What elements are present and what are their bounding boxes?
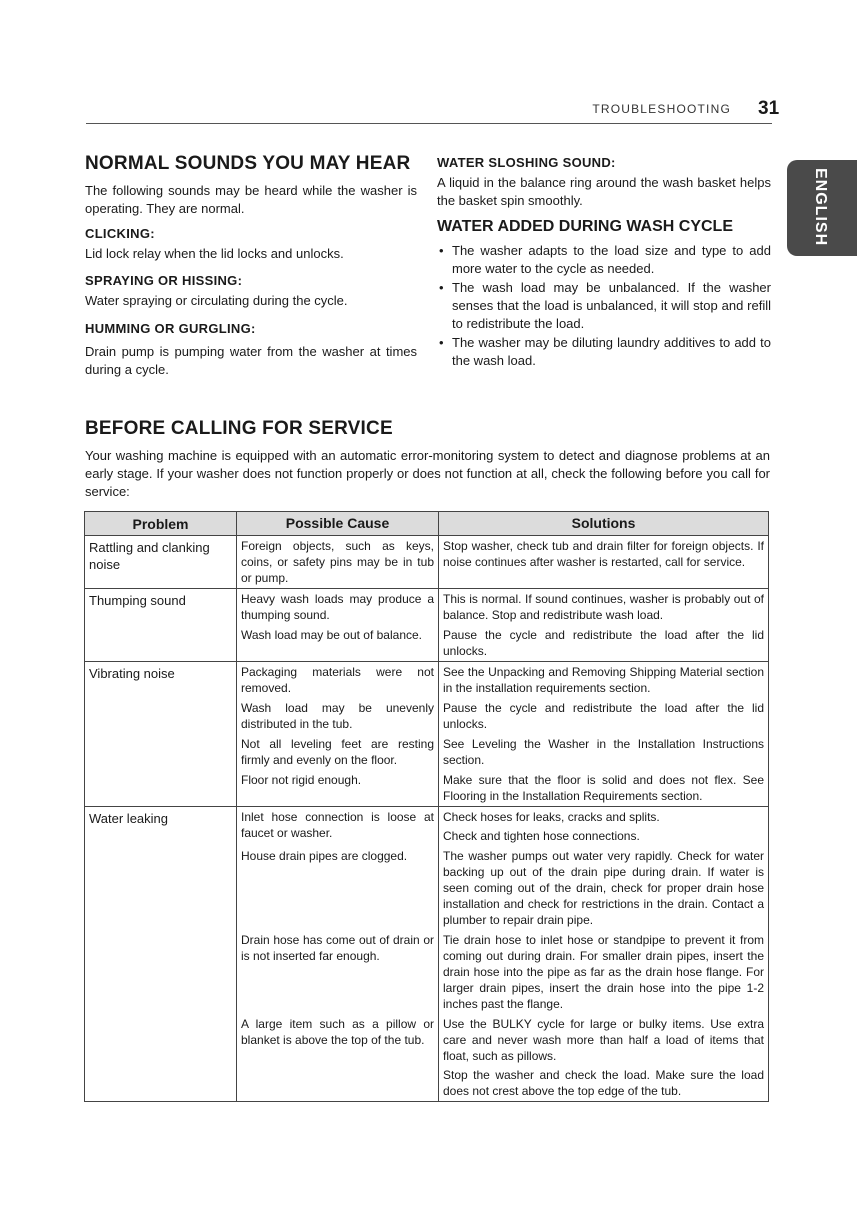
solution-cell: Stop the washer and check the load. Make sure the load does not crest above the top edge of the tub. xyxy=(443,1068,764,1098)
solution-cell: See Leveling the Washer in the Installation Instructions section. xyxy=(443,737,764,767)
table-row xyxy=(85,807,769,1102)
solution-cell: Make sure that the floor is solid and does not flex. See Flooring in the Installation Requirements section. xyxy=(443,773,764,803)
list-item: • The washer adapts to the load size and type to add more water to the cycle as needed. xyxy=(437,242,771,278)
language-tab-label: ENGLISH xyxy=(812,168,829,247)
cause-cell: A large item such as a pillow or blanket is above the top of the tub. xyxy=(237,1014,439,1101)
service-intro: Your washing machine is equipped with an automatic error-monitoring system to detect and diagnose problems at an early stage. If your washer does not function properly or does not function at all, check the following before you call for service: xyxy=(85,448,770,499)
spraying-text: Water spraying or circulating during the cycle. xyxy=(85,293,348,308)
service-title: BEFORE CALLING FOR SERVICE xyxy=(85,418,393,439)
cause-cell: Foreign objects, such as keys, coins, or safety pins may be in tub or pump. xyxy=(237,536,439,588)
humming-heading: HUMMING OR GURGLING: xyxy=(85,321,256,336)
cause-cell: Wash load may be unevenly distributed in the tub. xyxy=(237,698,439,734)
cause-cell: Packaging materials were not removed. xyxy=(237,662,439,698)
table-row xyxy=(85,536,769,589)
solution-cell: Use the BULKY cycle for large or bulky items. Use extra care and never wash more than half a load of items that float, such as pillows. xyxy=(443,1017,764,1063)
problem-cell: Rattling and clanking noise xyxy=(85,536,237,589)
language-tab xyxy=(787,160,857,256)
column-header-cause: Possible Cause xyxy=(237,512,439,535)
troubleshooting-table xyxy=(84,511,769,1102)
solution-cell: See the Unpacking and Removing Shipping Material section in the installation requirements section. xyxy=(443,665,764,695)
section-title: TROUBLESHOOTING xyxy=(592,102,731,116)
cause-cell: Floor not rigid enough. xyxy=(237,770,439,806)
cause-cell: Not all leveling feet are resting firmly and evenly on the floor. xyxy=(237,734,439,770)
header-rule xyxy=(86,123,772,124)
column-header-solutions: Solutions xyxy=(571,515,636,531)
normal-sounds-intro: The following sounds may be heard while the washer is operating. They are normal. xyxy=(85,183,417,216)
problem-cell: Thumping sound xyxy=(85,589,237,662)
column-header-problem: Problem xyxy=(85,512,237,536)
cause-cell: Drain hose has come out of drain or is not inserted far enough. xyxy=(237,930,439,1014)
solution-cell: Tie drain hose to inlet hose or standpipe to prevent it from coming out during drain. For smaller drain pipes, insert the drain hose into the pipe as far as the drain hose flange. For larger drain pipes, insert the drain hose into the pipe 1-2 inches past the flange. xyxy=(443,933,764,1011)
clicking-heading: CLICKING: xyxy=(85,226,155,241)
cause-cell: Heavy wash loads may produce a thumping sound. xyxy=(237,589,439,625)
water-added-list xyxy=(437,242,771,371)
solution-cell: Check and tighten hose connections. xyxy=(443,829,640,843)
clicking-text: Lid lock relay when the lid locks and unlocks. xyxy=(85,246,344,261)
cause-cell: Inlet hose connection is loose at faucet or washer. xyxy=(237,807,439,846)
solution-cell: The washer pumps out water very rapidly. Check for water backing up out of the drain pipe during drain. If water is seen coming out of the drain, check for proper drain hose installation and check for restrictions in the drain. Contact a plumber to repair drain pipe. xyxy=(443,849,764,927)
sloshing-text: A liquid in the balance ring around the wash basket helps the basket spin smoothly. xyxy=(437,175,771,208)
list-item: • The wash load may be unbalanced. If the washer senses that the load is unbalanced, it will stop and refill to redistribute the load. xyxy=(437,279,771,333)
humming-text: Drain pump is pumping water from the washer at times during a cycle. xyxy=(85,344,417,377)
solution-cell: Stop washer, check tub and drain filter for foreign objects. If noise continues after washer is restarted, call for service. xyxy=(443,539,764,569)
spraying-heading: SPRAYING OR HISSING: xyxy=(85,273,243,288)
table-row xyxy=(85,662,769,807)
cause-cell: House drain pipes are clogged. xyxy=(237,846,439,930)
problem-cell: Vibrating noise xyxy=(85,662,237,807)
solution-cell: This is normal. If sound continues, washer is probably out of balance. Stop and redistribute wash load. xyxy=(443,592,764,622)
table-row xyxy=(85,589,769,662)
normal-sounds-title: NORMAL SOUNDS YOU MAY HEAR xyxy=(85,153,411,174)
water-added-title: WATER ADDED DURING WASH CYCLE xyxy=(437,218,733,235)
solution-cell: Pause the cycle and redistribute the load after the lid unlocks. xyxy=(443,701,764,731)
cause-cell: Wash load may be out of balance. xyxy=(237,625,439,661)
list-item: • The washer may be diluting laundry additives to add to the wash load. xyxy=(437,334,771,370)
sloshing-heading: WATER SLOSHING SOUND: xyxy=(437,155,616,170)
solution-cell: Pause the cycle and redistribute the load after the lid unlocks. xyxy=(443,628,764,658)
page-number: 31 xyxy=(758,98,780,119)
solution-cell: Check hoses for leaks, cracks and splits. xyxy=(443,810,660,824)
problem-cell: Water leaking xyxy=(85,807,237,1102)
